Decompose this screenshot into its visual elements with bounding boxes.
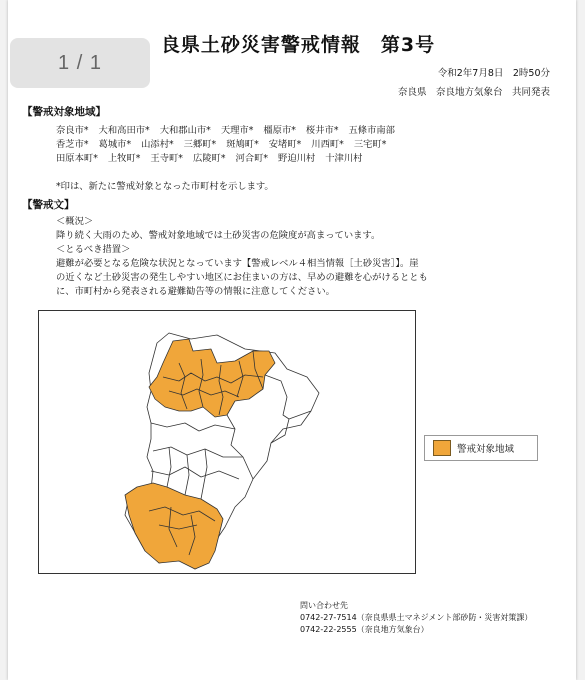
section-heading-text: 【警戒文】 <box>22 199 75 211</box>
action-heading: ＜とるべき措置＞ <box>56 244 131 255</box>
area-name: 橿原市* <box>263 125 296 136</box>
contact-heading: 問い合わせ先 <box>300 601 348 610</box>
contact-line: 0742-22-2555（奈良地方気象台） <box>300 625 429 634</box>
issuer: 奈良県 奈良地方気象台 共同発表 <box>397 87 550 98</box>
area-name: 大和高田市* <box>98 125 150 136</box>
legend-label: 警戒対象地域 <box>457 444 515 455</box>
issue-datetime: 令和2年7月8日 2時50分 <box>437 68 550 79</box>
contact-info <box>300 600 532 636</box>
area-name: 三郷町* <box>183 139 217 150</box>
area-name: 河合町* <box>235 153 269 164</box>
area-row <box>56 138 405 152</box>
area-name: 香芝市* <box>56 139 89 150</box>
legend-swatch <box>433 440 451 456</box>
area-name: 広陵町* <box>192 153 226 164</box>
area-name: 天理市* <box>220 125 254 136</box>
area-name: 奈良市* <box>56 125 89 136</box>
page-indicator: 1 / 1 <box>10 38 150 88</box>
area-name: 山添村* <box>141 139 174 150</box>
overview-heading: ＜概況＞ <box>56 216 94 227</box>
area-name: 葛城市* <box>98 139 132 150</box>
area-name: 三宅町* <box>353 139 387 150</box>
section-heading-areas: 【警戒対象地域】 <box>22 106 106 118</box>
overview-text: 降り続く大雨のため、警戒対象地域では土砂災害の危険度が高まっています。 <box>56 230 381 241</box>
action-line: 避難が必要となる危険な状況となっています【警戒レベル４相当情報［土砂災害］】。崖 <box>56 258 419 269</box>
contact-line: 0742-27-7514（奈良県県土マネジメント部砂防・災害対策課） <box>300 613 533 622</box>
area-name: 田原本町* <box>56 153 98 164</box>
area-name: 桜井市* <box>305 125 339 136</box>
warning-text <box>56 215 556 299</box>
area-name: 五條市南部 <box>348 125 395 136</box>
area-name: 野迫川村 <box>278 153 316 164</box>
document-page <box>8 0 576 680</box>
warning-area-map <box>38 310 416 574</box>
area-list <box>56 124 405 166</box>
area-name: 斑鳩町* <box>226 139 259 150</box>
area-name: 安堵町* <box>268 139 302 150</box>
area-name: 王寺町* <box>150 153 183 164</box>
area-name: 大和郡山市* <box>159 125 211 136</box>
area-name: 十津川村 <box>325 153 363 164</box>
map-legend <box>424 435 538 461</box>
area-row <box>56 124 405 138</box>
action-line: に、市町村から発表される避難勧告等の情報に注意してください。 <box>56 286 335 297</box>
area-name: 上牧町* <box>107 153 141 164</box>
area-name: 川西町* <box>311 139 344 150</box>
area-row <box>56 152 405 166</box>
document-title: 良県土砂災害警戒情報 第3号 <box>160 34 436 56</box>
legend-note: *印は、新たに警戒対象となった市町村を示します。 <box>56 181 274 192</box>
action-line: の近くなど土砂災害の発生しやすい地区にお住まいの方は、早めの避難を心がけるととも <box>56 272 428 283</box>
